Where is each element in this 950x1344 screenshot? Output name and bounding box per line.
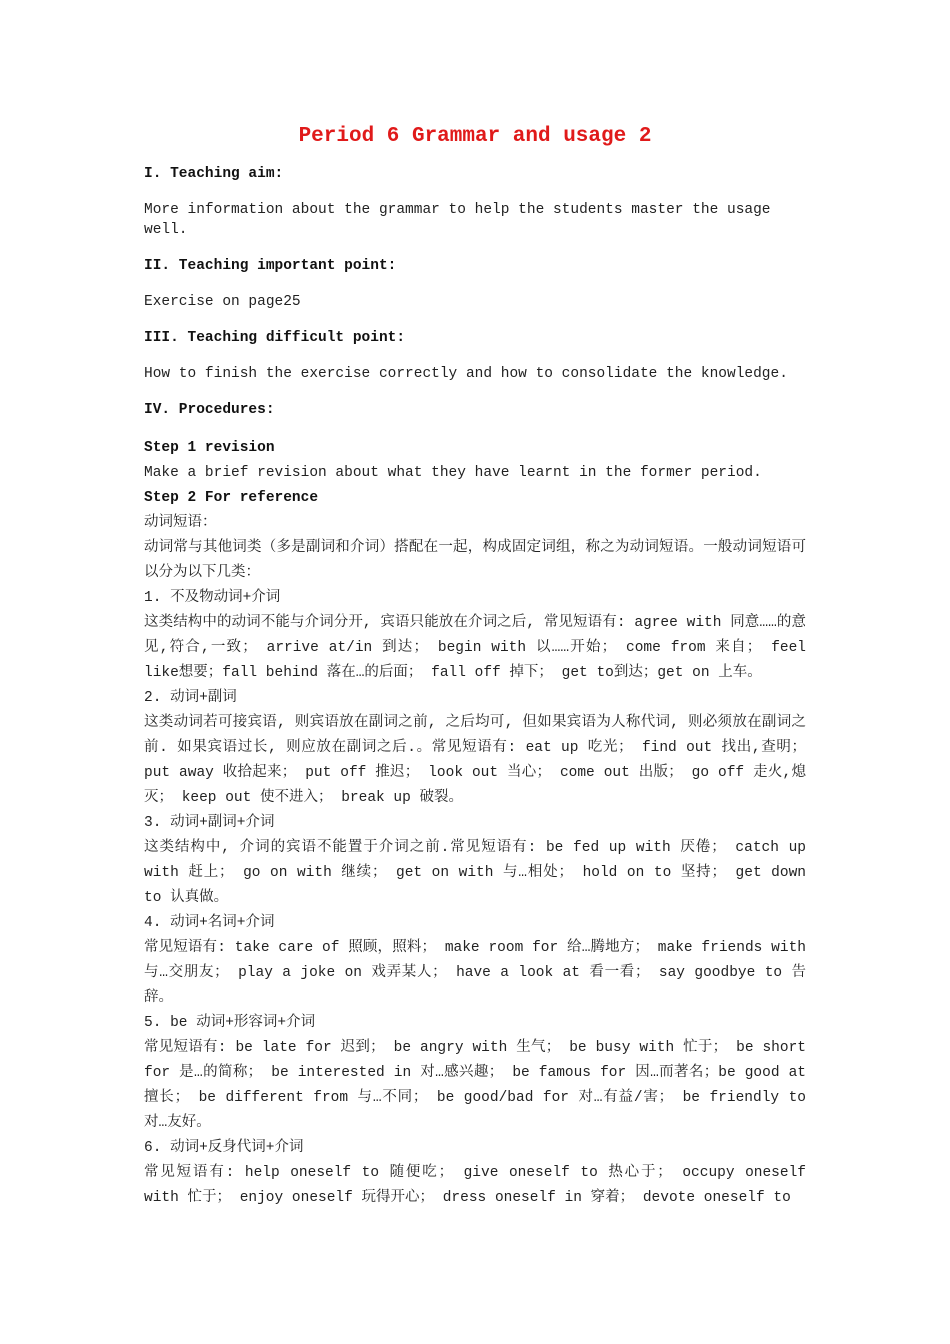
category-6-text: 常见短语有: help oneself to 随便吃； give oneself to 热心于； occupy oneself with 忙于； enjoy oneself 玩得开心； dress oneself in 穿着； devote oneself to <box>144 1165 806 1206</box>
step-1-text: Make a brief revision about what they have learnt in the former period. <box>144 465 762 481</box>
document-title: Period 6 Grammar and usage 2 <box>298 125 652 148</box>
reference-intro: 动词常与其他词类（多是副词和介词）搭配在一起，构成固定词组，称之为动词短语。一般动词短语可以分为以下几类： <box>144 540 806 581</box>
procedures-heading: IV. Procedures: <box>144 402 275 418</box>
step-2-heading: Step 2 For reference <box>144 490 319 506</box>
category-4-title: 4. 动词+名词+介词 <box>144 915 275 931</box>
difficult-point-text: How to finish the exercise correctly and how to consolidate the knowledge. <box>144 366 788 382</box>
category-3-text: 这类结构中, 介词的宾语不能置于介词之前.常见短语有: be fed up with 厌倦； catch up with 赶上； go on with 继续； get on with 与…相处； hold on to 坚持； get down to 认真做。 <box>144 840 806 906</box>
reference-label: 动词短语： <box>144 515 217 531</box>
teaching-aim-heading: I. Teaching aim: <box>144 166 284 182</box>
document-page <box>144 118 806 1211</box>
category-6-title: 6. 动词+反身代词+介词 <box>144 1140 304 1156</box>
category-2-text: 这类动词若可接宾语, 则宾语放在副词之前, 之后均可, 但如果宾语为人称代词, 则必须放在副词之前. 如果宾语过长, 则应放在副词之后.。常见短语有: eat up 吃光； find out 找出,查明； put away 收拾起来； put off 推迟； look out 当心； come out 出版； go off 走火,熄灭； keep out 使不进入； break up 破裂。 <box>144 715 806 806</box>
category-1-text: 这类结构中的动词不能与介词分开, 宾语只能放在介词之后, 常见短语有: agree with 同意……的意见,符合,一致； arrive at/in 到达； begin with 以……开始； come from 来自； feel like想要；fall behind 落在…的后面； fall off 掉下； get to到达；get on 上车。 <box>144 615 806 681</box>
teaching-aim-text: More information about the grammar to help the students master the usage well. <box>144 202 771 238</box>
category-1-title: 1. 不及物动词+介词 <box>144 590 281 606</box>
difficult-point-heading: III. Teaching difficult point: <box>144 330 406 346</box>
category-3-title: 3. 动词+副词+介词 <box>144 815 275 831</box>
important-point-text: Exercise on page25 <box>144 294 301 310</box>
step-1-heading: Step 1 revision <box>144 440 275 456</box>
important-point-heading: II. Teaching important point: <box>144 258 397 274</box>
category-4-text: 常见短语有: take care of 照顾，照料； make room for 给…腾地方； make friends with 与…交朋友； play a joke on 戏弄某人； have a look at 看一看； say goodbye to 告辞。 <box>144 940 806 1006</box>
category-5-title: 5. be 动词+形容词+介词 <box>144 1015 316 1031</box>
category-5-text: 常见短语有: be late for 迟到； be angry with 生气； be busy with 忙于； be short for 是…的简称； be interested in 对…感兴趣； be famous for 因…而著名；be good at 擅长； be different from 与…不同； be good/bad for 对…有益/害； be friendly to 对…友好。 <box>144 1040 806 1131</box>
category-2-title: 2. 动词+副词 <box>144 690 237 706</box>
